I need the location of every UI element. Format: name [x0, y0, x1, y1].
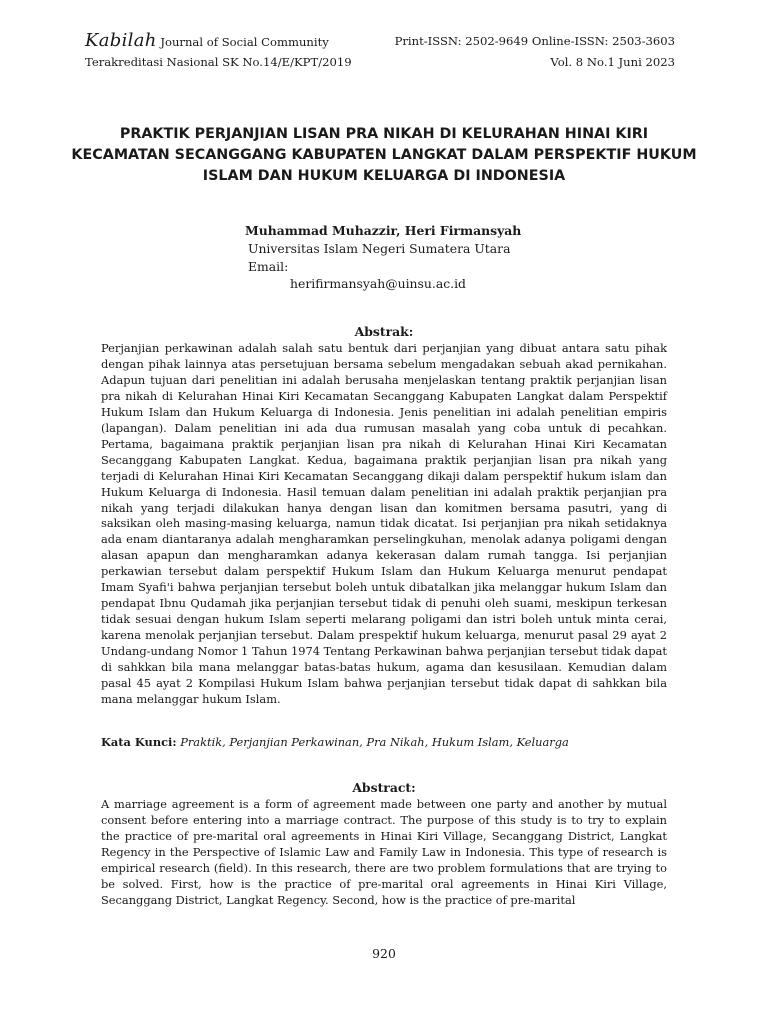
accreditation-text: Terakreditasi Nasional SK No.14/E/KPT/2019 — [85, 55, 352, 69]
paper-title: PRAKTIK PERJANJIAN LISAN PRA NIKAH DI KELURAHAN HINAI KIRI KECAMATAN SECANGGANG KABUPATEN LANGKAT DALAM PERSPEKTIF HUKUM ISLAM DAN HUKUM KELUARGA DI INDONESIA — [71, 126, 697, 184]
volume-text: Vol. 8 No.1 Juni 2023 — [550, 55, 675, 69]
keywords-label: Kata Kunci: — [101, 735, 177, 749]
abstract-body: A marriage agreement is a form of agreement made between one party and another by mutual consent before entering into a marriage contract. The purpose of this study is to try to explain the practice of pre-marital oral agreements in Hinai Kiri Village, Secanggang District, Langkat Regency in the Perspective of Islamic Law and Family Law in Indonesia. This type of research is empirical research (field). In this research, there are two problem formulations that are trying to be solved. First, how is the practice of pre-marital oral agreements in Hinai Kiri Village, Secanggang District, Langkat Regency. Second, how is the practice of pre-marital — [101, 797, 667, 907]
abstrak-body: Perjanjian perkawinan adalah salah satu bentuk dari perjanjian yang dibuat antara satu pihak dengan pihak lainnya atas persetujuan bersama sebelum mengadakan sebuah akad pernikahan. Adapun tujuan dari penelitian ini adalah berusaha menjelaskan tentang praktik perjanjian lisan pra nikah di Kelurahan Hinai Kiri Kecamatan Secanggang Kabupaten Langkat dalam Perspektif Hukum Islam dan Hukum Keluarga di Indonesia. Jenis penelitian ini adalah penelitian empiris (lapangan). Dalam penelitian ini ada dua rumusan masalah yang coba untuk di pecahkan. Pertama, bagaimana praktik perjanjian lisan pra nikah di Kelurahan Hinai Kiri Kecamatan Secanggang Kabupaten Langkat. Kedua, bagaimana praktik perjanjian lisan pra nikah yang terjadi di Kelurahan Hinai Kiri Kecamatan Secanggang dikaji dalam perspektif hukum islam dan Hukum Keluarga di Indonesia. Hasil temuan dalam penelitian ini adalah praktik perjanjian pra nikah yang terjadi dilakukan hanya dengan lisan dan komitmen bersama pasutri, yang di saksikan oleh masing-masing keluarga, namun tidak dicatat. Isi perjanjian pra nikah setidaknya ada enam diantaranya adalah mengharamkan perselingkuhan, menolak adanya poligami dengan alasan apapun dan mengharamkan adanya kekerasan dalam rumah tangga. Isi perjanjian perkawian tersebut dalam perspektif Hukum Islam dan Hukum Keluarga menurut pendapat Imam Syafi'i bahwa perjanjian tersebut boleh untuk dibatalkan jika melanggar hukum Islam dan pendapat Ibnu Qudamah jika perjanjian tersebut tidak di penuhi oleh suami, meskipun terkesan tidak sesuai dengan hukum Islam seperti melarang poligami dan istri boleh untuk minta cerai, karena menolak perjanjian tersebut. Dalam prespektif hukum keluarga, menurut pasal 29 ayat 2 Undang-undang Nomor 1 Tahun 1974 Tentang Perkawinan bahwa perjanjian tersebut tidak dapat di sahkkan bila mana melanggar batas-batas hukum, agama dan kesusilaan. Kemudian dalam pasal 45 ayat 2 Kompilasi Hukum Islam bahwa perjanjian tersebut tidak dapat di sahkkan bila mana melanggar hukum Islam. — [101, 341, 667, 706]
author-names: Muhammad Muhazzir, Heri Firmansyah — [245, 223, 522, 238]
abstract-heading: Abstract: — [352, 780, 416, 795]
affiliation: Universitas Islam Negeri Sumatera Utara — [248, 241, 511, 256]
email-label: Email: — [248, 259, 289, 274]
running-header-bottom — [85, 54, 675, 70]
keywords-line — [101, 734, 569, 750]
issn-text: Print-ISSN: 2502-9649 Online-ISSN: 2503-3603 — [394, 34, 675, 48]
author-email: herifirmansyah@uinsu.ac.id — [290, 276, 466, 291]
journal-logo: Kabilah — [85, 30, 157, 51]
abstrak-heading: Abstrak: — [354, 324, 414, 339]
keywords-value: Praktik, Perjanjian Perkawinan, Pra Nikah, Hukum Islam, Keluarga — [180, 735, 569, 749]
page-number: 920 — [372, 946, 396, 961]
journal-name: Journal of Social Community — [160, 35, 329, 49]
running-header-top — [85, 30, 675, 51]
